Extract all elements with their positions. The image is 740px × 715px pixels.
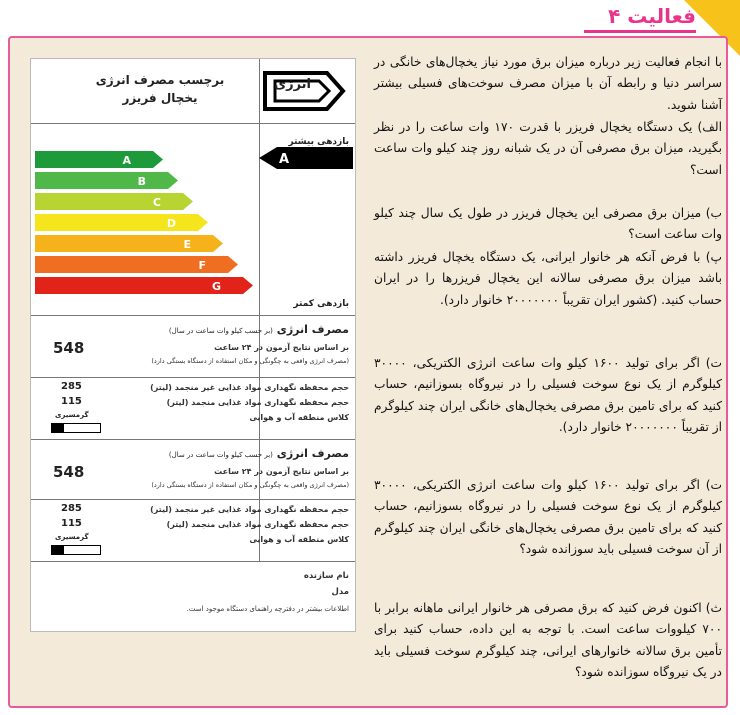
selected-class-letter: A — [278, 152, 289, 167]
label-title-line1: برچسب مصرف انرژی — [95, 73, 225, 87]
divider — [31, 499, 355, 500]
intro-paragraph: با انجام فعالیت زیر درباره میزان برق مورد نیاز یخچال‌های خانگی در سراسر دنیا و رابطه آن با میزان مصرف سوخت‌های فسیلی بیشتر آشنا شوید. — [374, 55, 722, 112]
question-t1: ت) اگر برای تولید ۱۶۰۰ کیلو وات ساعت انرژی الکتریکی، ۳۰۰۰۰ کیلوگرم از یک نوع سوخت فسیلی را در نیروگاه بسوزانیم، حساب کنید که برای تامین برق مصرفی یخچال‌های خانگی ایران چند کیلوگرم از تقریباً ۲۰۰۰۰۰۰۰ خانوار دارد). — [374, 356, 722, 434]
efficiency-bar-label: B — [137, 175, 146, 188]
divider — [31, 315, 355, 316]
efficiency-bar-label: C — [152, 196, 161, 209]
question-t2: ت) اگر برای تولید ۱۶۰۰ کیلو وات ساعت انرژی الکتریکی، ۳۰۰۰۰ کیلوگرم از یک نوع سوخت فسیلی را در نیروگاه بسوزانیم، حساب کنید که برای تامین برق مصرفی یخچال‌های خانگی ایران چند کیلوگرم از آن سوخت فسیلی باید سوزانده شود؟ — [374, 478, 722, 556]
efficiency-bar-label: G — [211, 280, 221, 293]
section-line: حجم محفظه نگهداری مواد غذایی غیر منجمد (لیتر) — [150, 505, 349, 514]
efficiency-bar-label: E — [183, 238, 191, 251]
frozen-volume-value: 115 — [61, 396, 82, 407]
section-line: حجم محفظه نگهداری مواد غذایی منجمد (لیتر) — [166, 520, 349, 529]
frozen-volume-value: 115 — [61, 518, 82, 529]
section-line: (مصرف انرژی واقعی به چگونگی و مکان استفاده از دستگاه بستگی دارد) — [151, 357, 349, 365]
section-line: حجم محفظه نگهداری مواد غذایی غیر منجمد (لیتر) — [150, 383, 349, 392]
star-rating — [51, 545, 101, 555]
section-title-text: مصرف انرژی — [276, 323, 349, 336]
question-p: پ) با فرض آنکه هر خانوار ایرانی، یک دستگاه یخچال فریزر داشته باشد میزان برق مصرفی سالانه این یخچال فریزرها را در ایران حساب کنید. (کشور ایران تقریباً ۲۰۰۰۰۰۰۰ خانوار دارد). — [374, 250, 722, 307]
efficiency-bars — [33, 149, 263, 299]
energy-consumption-section — [31, 317, 355, 377]
footer-note: اطلاعات بیشتر در دفترچه راهنمای دستگاه موجود است. — [186, 605, 349, 613]
section-line: (مصرف انرژی واقعی به چگونگی و مکان استفاده از دستگاه بستگی دارد) — [151, 481, 349, 489]
question-th: ث) اکنون فرض کنید که برق مصرفی هر خانوار ایرانی ماهانه برابر با ۷۰۰ کیلووات ساعت است. با توجه به این داده، حساب کنید برای تأمین برق سالانه خانوارهای ایرانی، چند کیلوگرم سوخت فسیلی باید در یک نیروگاه سوزانده شود؟ — [374, 601, 722, 679]
energy-value: 548 — [53, 339, 85, 357]
question-a: الف) یک دستگاه یخچال فریزر با قدرت ۱۷۰ وات ساعت را در نظر بگیرید، میزان برق مصرفی آن در یک شبانه روز چند کیلو وات ساعت است؟ — [374, 120, 722, 177]
model-label: مدل — [331, 587, 349, 597]
activity-underline — [584, 30, 696, 33]
section-line: کلاس منطقه آب و هوایی — [249, 535, 349, 544]
section-title — [169, 447, 349, 460]
volume-section — [31, 379, 355, 439]
section-title — [169, 323, 349, 336]
label-title-line2: یخچال فریزر — [122, 91, 198, 105]
efficiency-low-label: بازدهی کمتر — [293, 299, 349, 309]
divider — [31, 439, 355, 440]
efficiency-bar-f — [35, 256, 238, 273]
efficiency-bar-b — [35, 172, 178, 189]
efficiency-bar-a — [35, 151, 163, 168]
energy-value: 548 — [53, 463, 85, 481]
selected-class-marker — [259, 147, 353, 169]
climate-class: گرمسیری — [55, 533, 89, 541]
efficiency-high-label: بازدهی بیشتر — [288, 137, 349, 147]
star-icon — [52, 424, 64, 432]
efficiency-bar-label: D — [166, 217, 176, 230]
fresh-volume-value: 285 — [61, 503, 82, 514]
section-line: بر اساس نتایج آزمون در ۲۴ ساعت — [214, 343, 349, 352]
energy-logo-text: انرژی — [274, 77, 311, 92]
section-title-note: (بر حسب کیلو وات ساعت در سال) — [168, 327, 273, 335]
star-icon — [52, 546, 64, 554]
fresh-volume-value: 285 — [61, 381, 82, 392]
star-rating — [51, 423, 101, 433]
section-title-text: مصرف انرژی — [276, 447, 349, 460]
volume-section — [31, 501, 355, 561]
section-line: بر اساس نتایج آزمون در ۲۴ ساعت — [214, 467, 349, 476]
divider — [31, 561, 355, 562]
activity-title: فعالیت ۴ — [608, 4, 696, 28]
manufacturer-label: نام سازنده — [303, 571, 349, 581]
efficiency-bar-e — [35, 235, 223, 252]
label-title — [65, 71, 255, 107]
efficiency-bar-label: A — [122, 154, 131, 167]
divider — [31, 377, 355, 378]
energy-consumption-section — [31, 441, 355, 499]
climate-class: گرمسیری — [55, 411, 89, 419]
divider — [31, 123, 355, 124]
section-line: کلاس منطقه آب و هوایی — [249, 413, 349, 422]
question-b: ب) میزان برق مصرفی این یخچال فریزر در طول یک سال چند کیلو وات ساعت است؟ — [374, 206, 722, 242]
section-title-note: (بر حسب کیلو وات ساعت در سال) — [168, 451, 273, 459]
efficiency-bar-label: F — [198, 259, 206, 272]
efficiency-bar-d — [35, 214, 208, 231]
energy-label — [30, 58, 356, 632]
efficiency-bar-c — [35, 193, 193, 210]
section-line: حجم محفظه نگهداری مواد غذایی منجمد (لیتر) — [166, 398, 349, 407]
